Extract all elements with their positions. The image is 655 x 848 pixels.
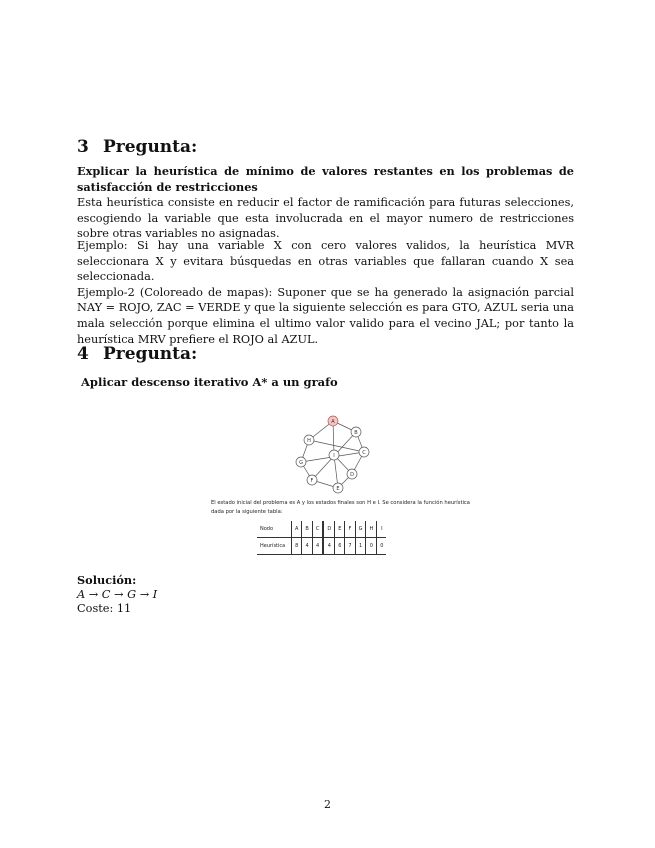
graph-node-label: C	[362, 449, 366, 456]
graph-node-label: F	[310, 477, 314, 484]
heuristic-value-cell: 0	[377, 538, 387, 555]
heuristic-header-cell: I	[377, 521, 387, 538]
heuristic-header-cell: B	[302, 521, 312, 538]
heuristic-value-cell: 4	[323, 538, 334, 555]
heuristic-header-cell: G	[355, 521, 366, 538]
solution-path: A → C → G → I	[77, 587, 158, 601]
section-3-example-2: Ejemplo-2 (Coloreado de mapas): Suponer que se ha generado la asignación parcial NAY = ROJO, ZAC = VERDE y que la siguiente selección es para GTO, AZUL seria una mala selección porque elimina el ultimo valor valido para el vecino JAL; por tanto la heurística MRV prefiere el ROJO al AZUL.	[77, 285, 574, 346]
solution-label: Solución:	[77, 573, 137, 587]
heuristic-header-cell: A	[292, 521, 302, 538]
graph-node-label: A	[331, 418, 335, 425]
section-3-answer: Esta heurística consiste en reducir el factor de ramificación para futuras selecciones, escogiendo la variable que esta involucrada en el mayor numero de restricciones sobre otras variables no asignadas.	[77, 196, 574, 241]
section-3-title: Pregunta:	[103, 137, 198, 157]
heuristic-value-cell: 1	[355, 538, 366, 555]
graph-node-label: I	[333, 452, 335, 459]
graph-node-label: H	[307, 437, 311, 444]
heuristic-value-cell: 7	[345, 538, 355, 555]
graph-node-label: B	[354, 429, 358, 436]
section-4-number: 4	[77, 344, 89, 364]
graph-node-label: G	[299, 459, 303, 466]
heuristic-value-cell: Heurística	[257, 538, 292, 555]
section-4-title: Pregunta:	[103, 344, 198, 364]
graph-node-label: D	[350, 471, 354, 478]
heuristic-value-cell: 4	[302, 538, 312, 555]
heuristic-header-row	[257, 521, 386, 538]
heuristic-table	[257, 521, 386, 555]
section-4-subtitle: Aplicar descenso iterativo A* a un grafo	[81, 375, 338, 389]
heuristic-header-cell: H	[366, 521, 377, 538]
heuristic-header-cell: D	[323, 521, 334, 538]
heuristic-header-cell: Nodo	[257, 521, 292, 538]
solution-cost: Coste: 11	[77, 602, 132, 615]
heuristic-header-cell: E	[335, 521, 345, 538]
graph-edge	[307, 437, 364, 452]
heuristic-value-cell: 4	[312, 538, 323, 555]
section-3-number: 3	[77, 137, 89, 157]
figure-caption: El estado inicial del problema es A y los estados finales son H e I. Se considera la función heurística dada por la siguiente tabla:	[211, 500, 470, 515]
heuristic-value-row	[257, 538, 386, 555]
section-3-question: Explicar la heurística de mínimo de valores restantes en los problemas de satisfacción de restricciones	[77, 164, 574, 194]
heuristic-value-cell: 6	[335, 538, 345, 555]
solution-block	[77, 573, 157, 617]
heuristic-value-cell: 0	[366, 538, 377, 555]
heuristic-value-cell: 8	[292, 538, 302, 555]
heuristic-header-cell: C	[312, 521, 323, 538]
heuristic-header-cell: F	[345, 521, 355, 538]
page-number: 2	[324, 798, 331, 811]
graph-node-label: E	[336, 485, 340, 492]
section-3-example-1: Ejemplo: Si hay una variable X con cero valores validos, la heurística MVR seleccionara X y evitara búsquedas en otras variables que fallaran cuando X sea seleccionada.	[77, 239, 574, 284]
